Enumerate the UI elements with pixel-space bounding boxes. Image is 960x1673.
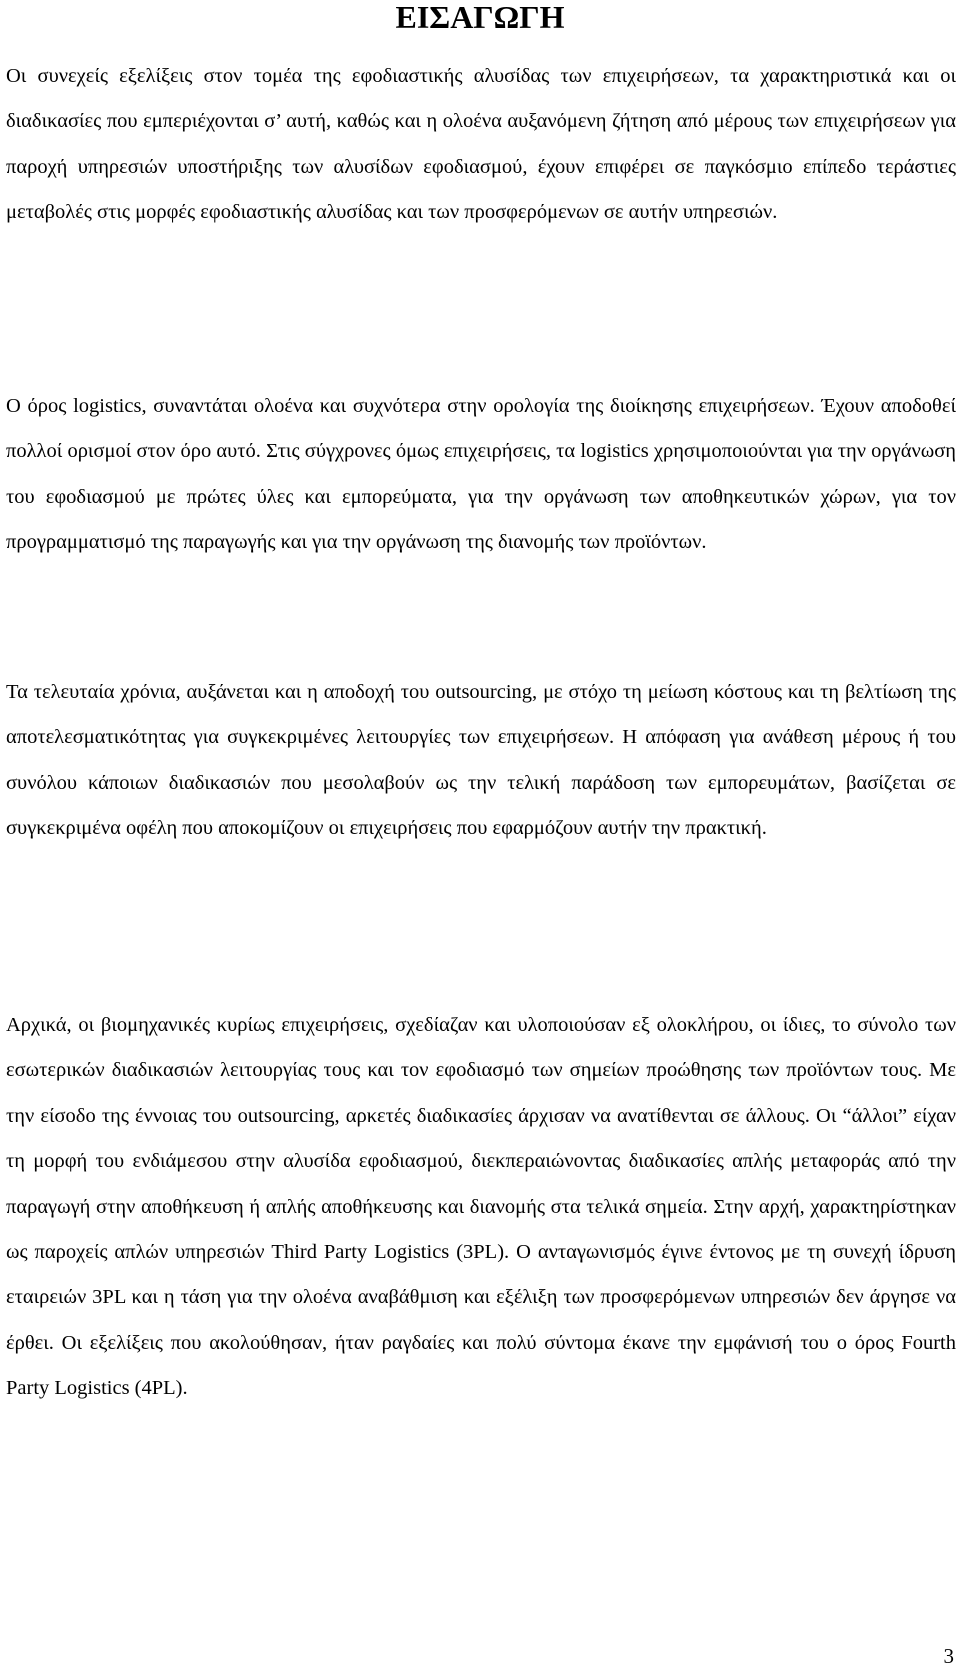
paragraph-4: Αρχικά, οι βιομηχανικές κυρίως επιχειρήσεις, σχεδίαζαν και υλοποιούσαν εξ ολοκλήρου, οι ίδιες, το σύνολο των εσωτερικών διαδικασιών λειτουργίας τους και τον εφοδιασμό των σημείων προώθησης των προϊόντων τους. Με την είσοδο της έννοιας του outsourcing, αρκετές διαδικασίες άρχισαν να ανατίθενται σε άλλους. Οι “άλλοι” είχαν τη μορφή του ενδιάμεσου στην αλυσίδα εφοδιασμού, διεκπεραιώνοντας διαδικασίες απλής μεταφοράς από την παραγωγή στην αποθήκευση ή απλής αποθήκευσης και διανομής στα τελικά σημεία. Στην αρχή, χαρακτηρίστηκαν ως παροχείς απλών υπηρεσιών Third Party Logistics (3PL). Ο ανταγωνισμός έγινε έντονος με τη συνεχή ίδρυση εταιρειών 3PL και η τάση για την ολοένα αναβάθμιση και εξέλιξη των προσφερόμενων υπηρεσιών δεν άργησε να έρθει. Οι εξελίξεις που ακολούθησαν, ήταν ραγδαίες και πολύ σύντομα έκανε την εμφάνισή του ο όρος Fourth Party Logistics (4PL). xyxy=(6,1014,956,1400)
page-title: ΕΙΣΑΓΩΓΗ xyxy=(395,0,565,35)
paragraph-1: Οι συνεχείς εξελίξεις στον τομέα της εφοδιαστικής αλυσίδας των επιχειρήσεων, τα χαρακτηριστικά και οι διαδικασίες που εμπεριέχονται σ’ αυτή, καθώς και η ολοένα αυξανόμενη ζήτηση από μέρους των επιχειρήσεων για παροχή υπηρεσιών υποστήριξης των αλυσίδων εφοδιασμού, έχουν επιφέρει σε παγκόσμιο επίπεδο τεράστιες μεταβολές στις μορφές εφοδιαστικής αλυσίδας και των προσφερόμενων σε αυτήν υπηρεσιών. xyxy=(6,65,956,224)
paragraph-2: Ο όρος logistics, συναντάται ολοένα και συχνότερα στην ορολογία της διοίκησης επιχειρήσεων. Έχουν αποδοθεί πολλοί ορισμοί στον όρο αυτό. Στις σύγχρονες όμως επιχειρήσεις, τα logistics χρησιμοποιούνται για την οργάνωση του εφοδιασμού με πρώτες ύλες και εμπορεύματα, για την οργάνωση των αποθηκευτικών χώρων, για τον προγραμματισμό της παραγωγής και για την οργάνωση της διανομής των προϊόντων. xyxy=(6,395,956,554)
paragraph-3: Τα τελευταία χρόνια, αυξάνεται και η αποδοχή του outsourcing, με στόχο τη μείωση κόστους και τη βελτίωση της αποτελεσματικότητας για συγκεκριμένες λειτουργίες των επιχειρήσεων. Η απόφαση για ανάθεση μέρους ή του συνόλου κάποιων διαδικασιών που μεσολαβούν ως την τελική παράδοση των εμπορευμάτων, βασίζεται σε συγκεκριμένα οφέλη που αποκομίζουν οι επιχειρήσεις που εφαρμόζουν αυτήν την πρακτική. xyxy=(6,681,956,840)
page-number: 3 xyxy=(943,1644,954,1668)
